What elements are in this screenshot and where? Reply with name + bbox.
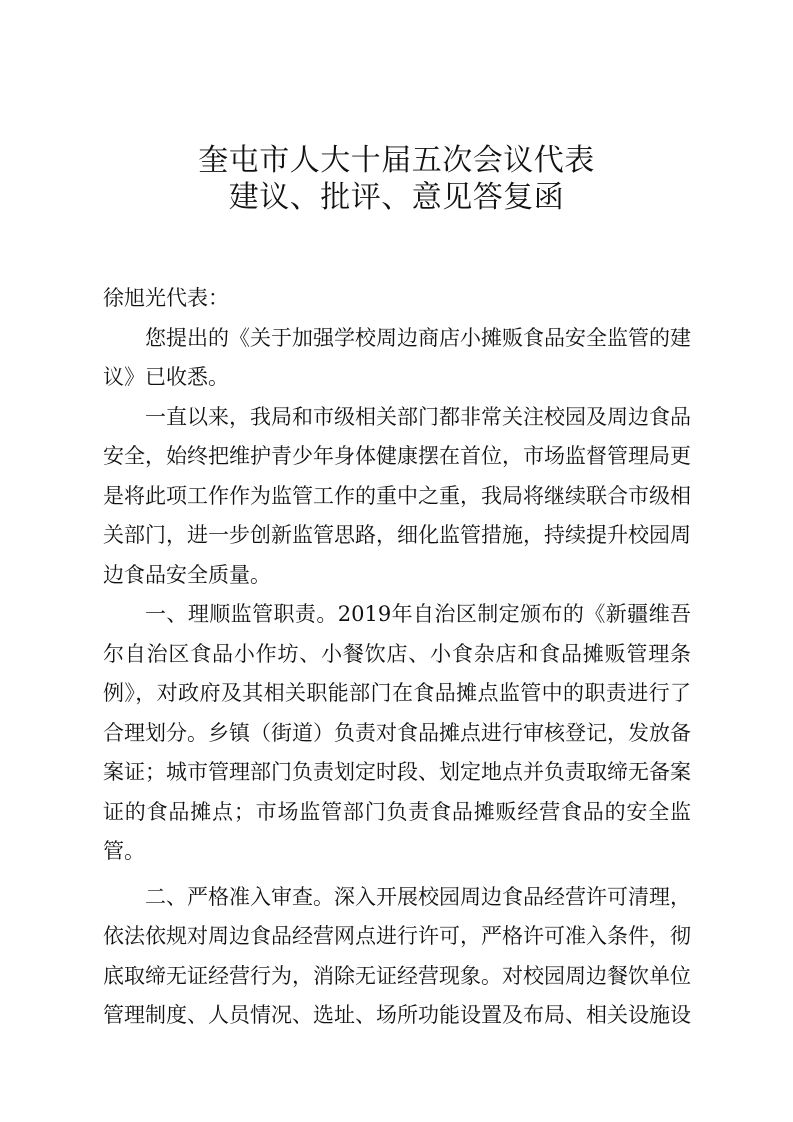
document-body — [103, 279, 691, 1036]
document-title-line-1: 奎屯市人大十届五次会议代表 — [198, 143, 595, 178]
salutation: 徐旭光代表： — [103, 286, 229, 310]
paragraph-point-two: 二、严格准入审查。深入开展校园周边食品经营许可清理，依法依规对周边食品经营网点进行许可，严格许可准入条件，彻底取缔无证经营行为，消除无证经营现象。对校园周边餐饮单位管理制度、人员情况、选址、场所功能设置及布局、相关设施设 — [103, 884, 691, 1027]
paragraph-acknowledgement: 您提出的《关于加强学校周边商店小摊贩食品安全监管的建议》已收悉。 — [103, 325, 691, 389]
paragraph-point-one: 一、理顺监管职责。2019年自治区制定颁布的《新疆维吾尔自治区食品小作坊、小餐饮店、小食杂店和食品摊贩管理条例》，对政府及其相关职能部门在食品摊点监管中的职责进行了合理划分。乡镇（街道）负责对食品摊点进行审核登记，发放备案证；城市管理部门负责划定时段、划定地点并负责取缔无备案证的食品摊点；市场监管部门负责食品摊贩经营食品的安全监管。 — [103, 602, 691, 863]
paragraph-overview: 一直以来，我局和市级相关部门都非常关注校园及周边食品安全，始终把维护青少年身体健康摆在首位，市场监督管理局更是将此项工作作为监管工作的重中之重，我局将继续联合市级相关部门，进一步创新监管思路，细化监管措施，持续提升校园周边食品安全质量。 — [103, 404, 691, 587]
document-title-line-2: 建议、批评、意见答复函 — [228, 180, 565, 215]
